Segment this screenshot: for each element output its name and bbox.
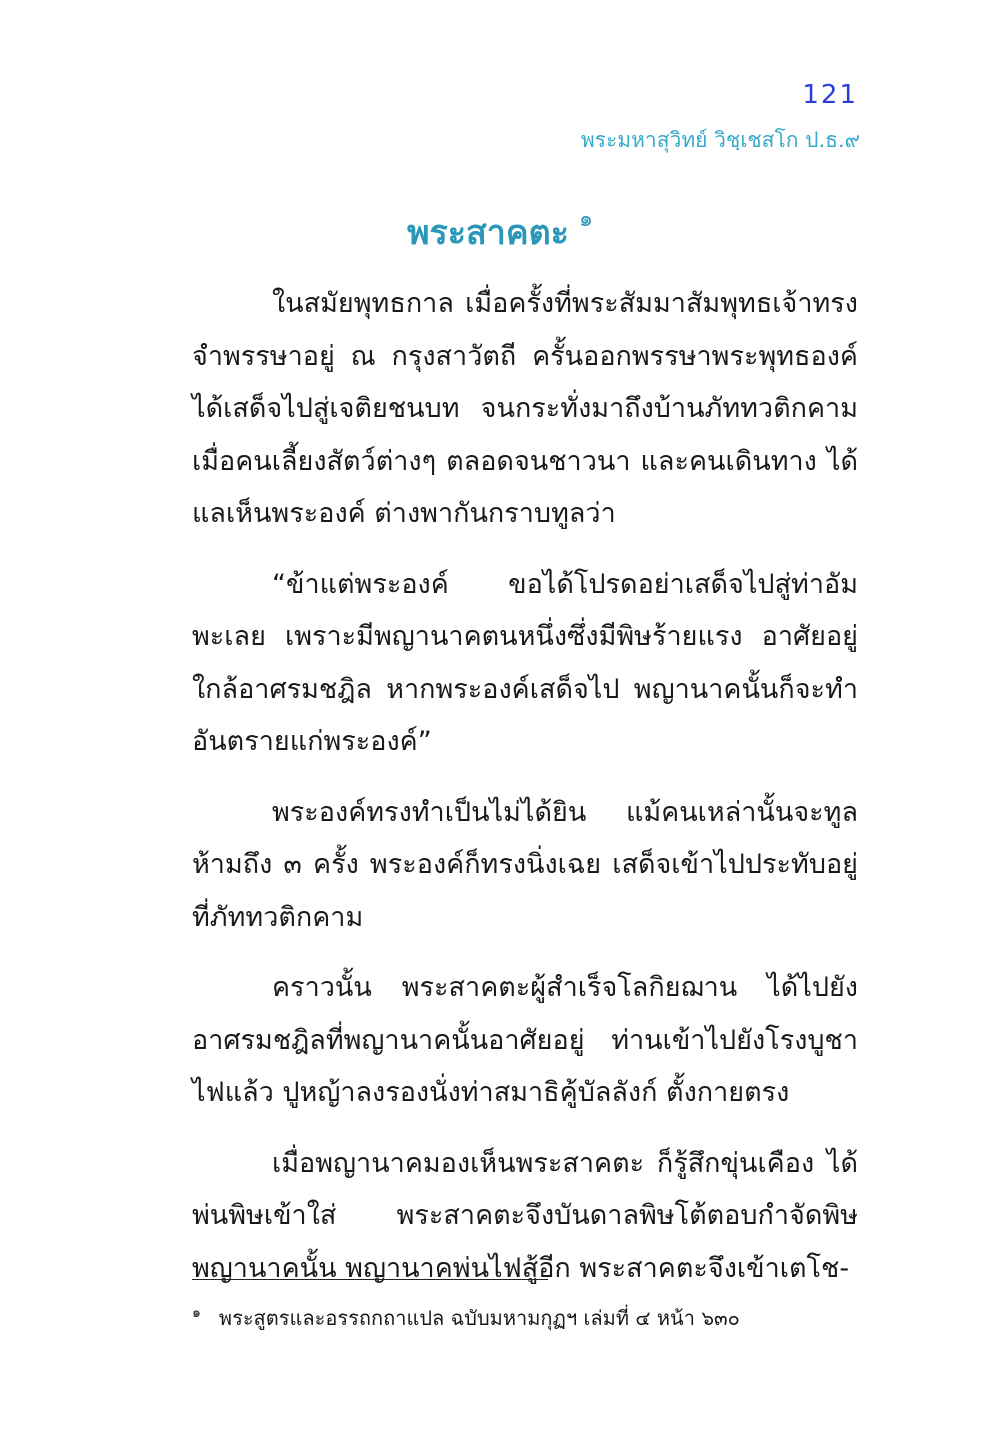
chapter-title-text: พระสาคตะ — [407, 213, 569, 253]
paragraph: คราวนั้น พระสาคตะผู้สำเร็จโลกิยฌาน ได้ไปยังอาศรมชฎิลที่พญานาคนั้นอาศัยอยู่ ท่านเข้าไปยังโรงบูชาไฟแล้ว ปูหญ้าลงรองนั่งท่าสมาธิคู้บัลลังก์ ตั้งกายตรง — [192, 972, 858, 1108]
footnote — [192, 1302, 740, 1334]
page-number: 121 — [802, 80, 858, 110]
footnote-marker: ๑ — [192, 1305, 201, 1321]
body-text — [192, 278, 858, 1313]
footnote-divider — [192, 1279, 548, 1280]
running-head: พระมหาสุวิทย์ วิชฺเชสโก ป.ธ.๙ — [580, 128, 860, 152]
chapter-title — [0, 205, 1000, 259]
footnote-reference: ๑ — [578, 206, 593, 232]
paragraph: ในสมัยพุทธกาล เมื่อครั้งที่พระสัมมาสัมพุทธเจ้าทรงจำพรรษาอยู่ ณ กรุงสาวัตถี ครั้นออกพรรษาพระพุทธองค์ได้เสด็จไปสู่เจติยชนบท จนกระทั่งมาถึงบ้านภัททวติกคาม เมื่อคนเลี้ยงสัตว์ต่างๆ ตลอดจนชาวนา และคนเดินทาง ได้แลเห็นพระองค์ ต่างพากันกราบทูลว่า — [192, 288, 858, 529]
paragraph: พระองค์ทรงทำเป็นไม่ได้ยิน แม้คนเหล่านั้นจะทูลห้ามถึง ๓ ครั้ง พระองค์ก็ทรงนิ่งเฉย เสด็จเข้าไปประทับอยู่ที่ภัททวติกคาม — [192, 796, 858, 933]
paragraph: “ข้าแต่พระองค์ ขอได้โปรดอย่าเสด็จไปสู่ท่าอัมพะเลย เพราะมีพญานาคตนหนึ่งซึ่งมีพิษร้ายแรง อาศัยอยู่ใกล้อาศรมชฎิล หากพระองค์เสด็จไป พญานาคนั้นก็จะทำอันตรายแก่พระองค์” — [192, 568, 858, 757]
paragraph: เมื่อพญานาคมองเห็นพระสาคตะ ก็รู้สึกขุ่นเคือง ได้พ่นพิษเข้าใส่ พระสาคตะจึงบันดาลพิษโต้ตอบกำจัดพิษพญานาคนั้น พญานาคพ่นไฟสู้อีก พระสาคตะจึงเข้าเตโช- — [192, 1147, 858, 1284]
footnote-text: พระสูตรและอรรถกถาแปล ฉบับมหามกุฏฯ เล่มที่ ๔ หน้า ๖๓๐ — [218, 1306, 740, 1330]
